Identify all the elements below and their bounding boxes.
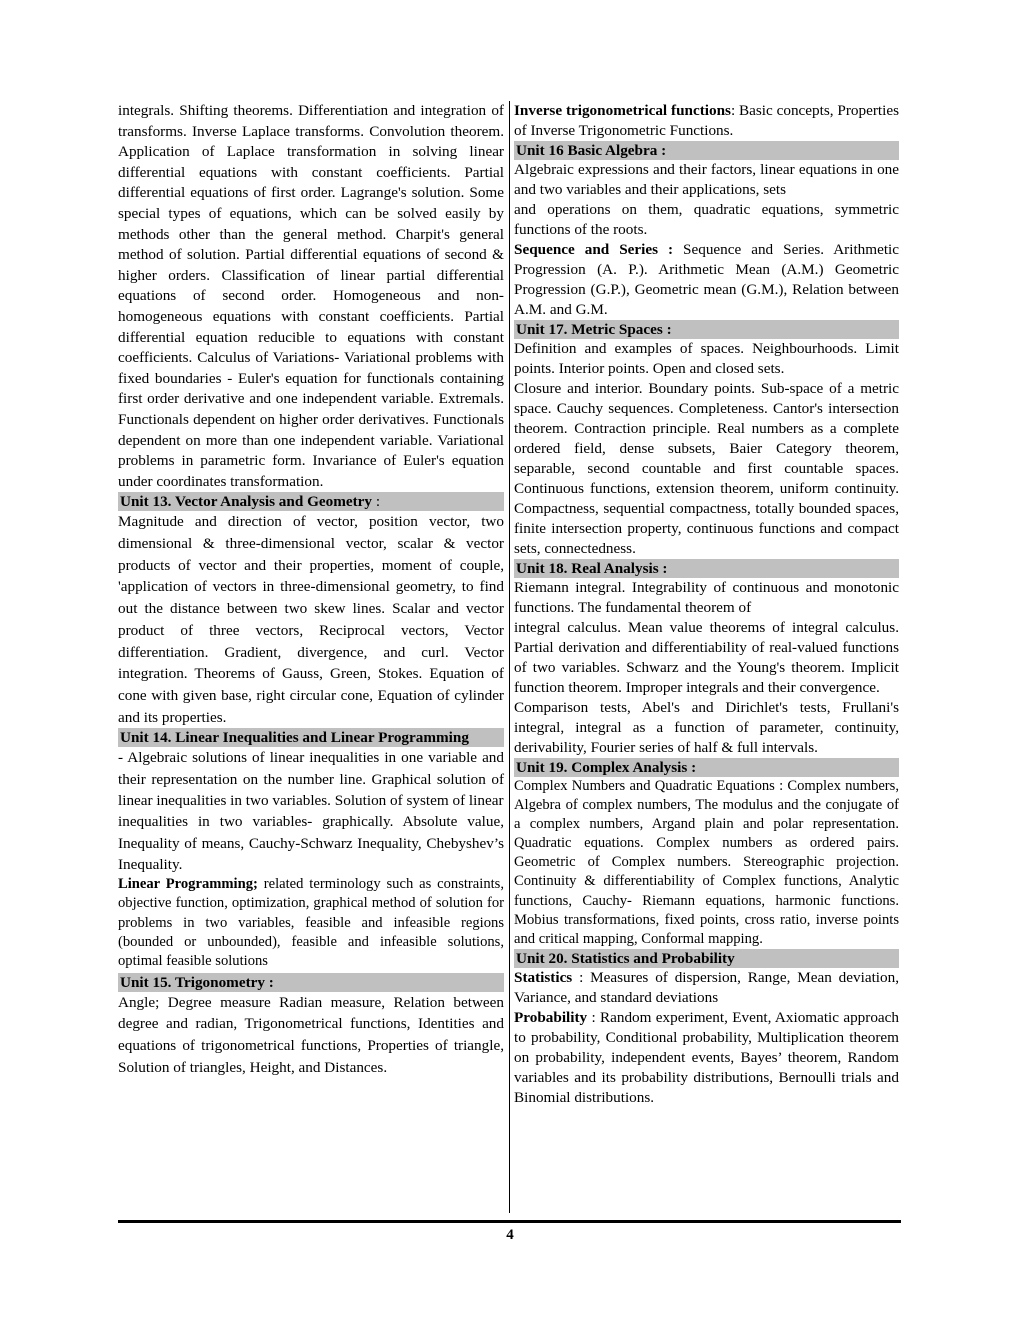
two-column-content (118, 101, 901, 1213)
sequence-series-label: Sequence and Series : (514, 241, 674, 258)
unit-14-heading: Unit 14. Linear Inequalities and Linear Programming (118, 728, 504, 747)
inverse-trig-desc: : Basic concepts, Properties of Inverse Trigonometric Functions. (514, 102, 899, 139)
unit-19-text: Complex Numbers and Quadratic Equations : Complex numbers, Algebra of complex numbers, The modulus and the conjugate of a complex numbers, Argand plain and polar representation. Quadratic equations. Complex numbers as ordered pairs. Geometric of Complex numbers. Stereographic projection. Continuity & differentiability of Complex functions, Analytic functions, Cauchy- Riemann equations, harmonic functions. Mobius transformations, fixed points, cross ratio, inverse points and critical mapping, Conformal mapping. (514, 778, 899, 947)
left-column (118, 101, 504, 1078)
statistics-desc: : Measures of dispersion, Range, Mean deviation, Variance, and standard deviations (514, 968, 899, 1006)
unit-13-heading (118, 492, 504, 511)
unit-17-heading: Unit 17. Metric Spaces : (514, 320, 899, 339)
probability-desc: : Random experiment, Event, Axiomatic approach to probability, Conditional probability, Multiplication theorem on probability, independent events, Bayes’ theorem, Random variables and its probability distributions, Bernoulli trials and Binomial distributions. (514, 1008, 899, 1106)
unit-18-text-b: integral calculus. Mean value theorems of integral calculus. Partial derivation and differentiability of real-valued functions of two variables. Schwarz and the Young's theorem. Implicit function theorem. Improper integrals and their convergence. (514, 619, 899, 696)
linear-programming-desc: related terminology such as constraints, objective function, optimization, graphical method of solution for problems in two variables, feasible and infeasible regions (bounded or unbounded), feasible and infeasible solutions, optimal feasible solutions (118, 876, 504, 970)
unit-13-title: Unit 13. Vector Analysis and Geometry (120, 493, 373, 511)
sequence-series-text (514, 240, 899, 320)
unit-18-text-c: Comparison tests, Abel's and Dirichlet's tests, Frullani's integral, integral as a function of parameter, continuity, derivability, Fourier series of half & full intervals. (514, 699, 899, 756)
unit-16-text-a: Algebraic expressions and their factors, linear equations in one and two variables and their applications, sets (514, 161, 899, 198)
statistics-label: Statistics (514, 968, 573, 986)
unit-14-text-b: inequalities in two variables- graphically. Absolute value, Inequality of means, Cauchy-Schwarz Inequality, Chebyshev’s Inequality. (118, 813, 504, 873)
unit-19-heading: Unit 19. Complex Analysis : (514, 758, 899, 777)
unit-16-heading: Unit 16 Basic Algebra : (514, 141, 899, 160)
sequence-series-desc: Sequence and Series. Arithmetic Progression (A. P.). Arithmetic Mean (A.M.) Geometric Progression (G.P.), Geometric mean (G.M.), Relation between A.M. and G.M. (514, 241, 899, 318)
unit-14-text-a: - Algebraic solutions of linear inequalities in one variable and their representation on the number line. Graphical solution of linear inequalities in two variables. Solution of system of linear (118, 749, 504, 809)
linear-programming-text (118, 875, 504, 971)
unit-13-text: Magnitude and direction of vector, position vector, two dimensional & three-dimensional vector, scalar & vector products of vector and their properties, moment of couple, 'application of vectors in three-dimensional geometry, to find out the distance between two skew lines. Scalar and vector product of three vectors, Reciprocal vectors, Vector differentiation. Gradient, divergence, and curl. Vector integration. Theorems of Gauss, Green, Stokes. Equation of cone with given base, right circular cone, Equation of cylinder and its properties. (118, 513, 504, 726)
inverse-trig-text (514, 101, 899, 141)
column-divider (509, 101, 510, 1213)
unit-15-heading: Unit 15. Trigonometry : (118, 973, 504, 992)
laplace-pde-text: integrals. Shifting theorems. Differentiation and integration of transforms. Inverse Laplace transforms. Convolution theorem. Application of Laplace transformation in solving linear differential equations with constant coefficients. Partial differential equations of first order. Lagrange's solution. Some special types of equations, which can be solved easily by methods other than the general method. Charpit's general method of solution. Partial differential equations of second & higher orders. Classification of linear partial differential equations of second order. Homogeneous and non-homogeneous equations with constant coefficients. Partial differential equation reducible to equations with constant coefficients. Calculus of Variations- Variational problems with fixed boundaries - Euler's equation for functionals containing first order derivative and one independent variable. Extremals. Functionals dependent on higher order derivatives. Functionals dependent on more than one independent variable. Variational problems in parametric form. Invariance of Euler's equation under coordinates transformation. (118, 102, 504, 490)
inverse-trig-label: Inverse trigonometrical functions (514, 102, 731, 119)
unit-15-text: Angle; Degree measure Radian measure, Relation between degree and radian, Trigonometrical functions, Identities and equations of trigonometrical functions, Properties of triangle, Solution of triangles, Height, and Distances. (118, 993, 504, 1076)
unit-20-heading: Unit 20. Statistics and Probability (514, 949, 899, 968)
linear-programming-label: Linear Programming; (118, 876, 258, 893)
page-number: 4 (506, 1227, 514, 1243)
unit-17-text-b: Closure and interior. Boundary points. Sub-space of a metric space. Cauchy sequences. Completeness. Cantor's intersection theorem. Contraction principle. Real numbers as a complete ordered field, dense subsets, Baier Category theorem, separable, second countable and first countable spaces. Continuous functions, extension theorem, uniform continuity. Compactness, sequential compactness, totally bounded spaces, finite intersection property, continuous functions and compact sets, connectedness. (514, 380, 899, 557)
statistics-text (514, 968, 899, 1008)
unit-13-colon: : (372, 493, 381, 511)
unit-16-text-b: and operations on them, quadratic equations, symmetric functions of the roots. (514, 201, 899, 238)
footer-rule (118, 1220, 901, 1223)
unit-18-text-a: Riemann integral. Integrability of continuous and monotonic functions. The fundamental theorem of (514, 579, 899, 616)
unit-17-text-a: Definition and examples of spaces. Neighbourhoods. Limit points. Interior points. Open and closed sets. (514, 340, 899, 377)
right-column (514, 101, 899, 1108)
probability-label: Probability (514, 1008, 588, 1026)
unit-18-heading: Unit 18. Real Analysis : (514, 559, 899, 578)
probability-text (514, 1008, 899, 1108)
